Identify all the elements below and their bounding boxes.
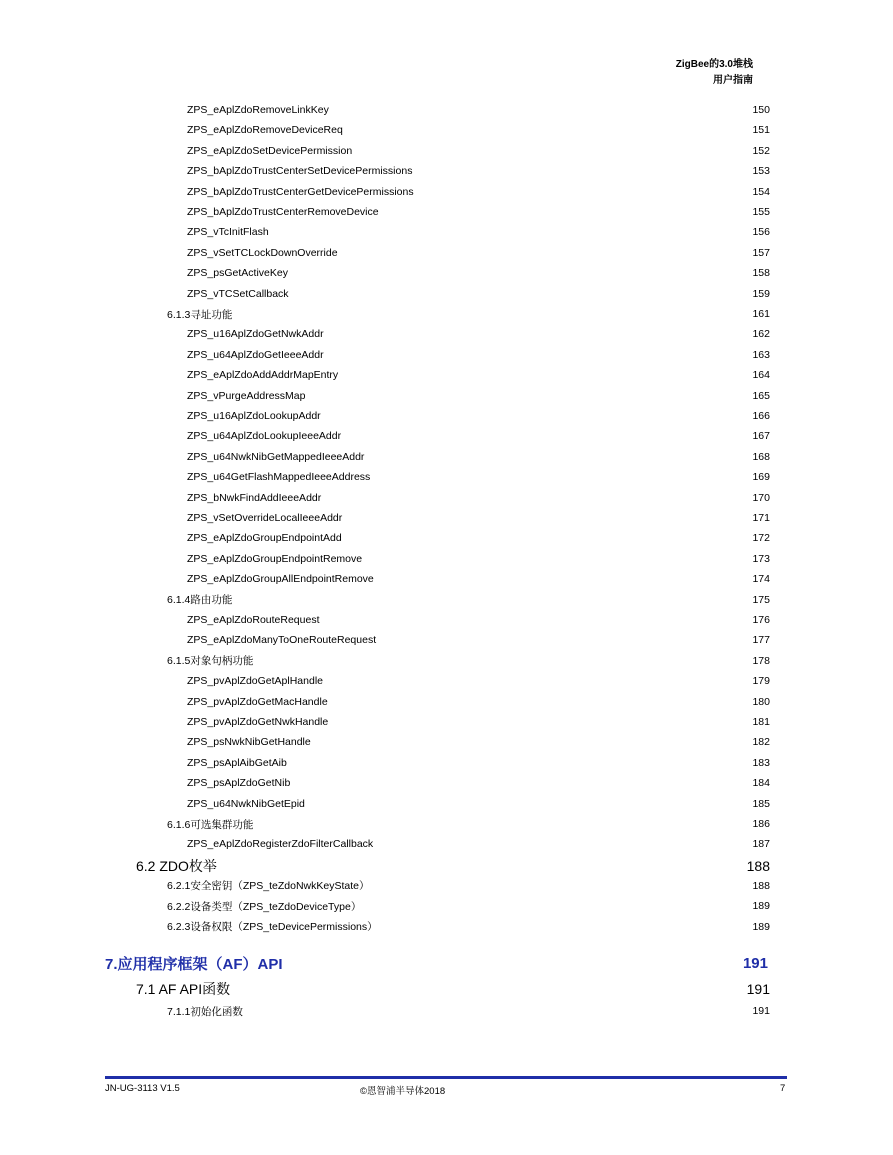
toc-entry-page: 153 [752,165,770,178]
toc-entry[interactable] [105,951,768,975]
toc-entry-page: 186 [752,818,770,830]
toc-entry[interactable] [187,753,770,773]
toc-entry-title: ZPS_vTCSetCallback [187,287,289,300]
toc-entry-title: ZPS_vSetTCLockDownOverride [187,246,338,259]
toc-entry-page: 178 [752,654,770,667]
toc-entry[interactable] [167,896,770,916]
toc-entry-title: 6.1.6可选集群功能 [167,818,254,831]
toc-entry[interactable] [167,590,770,610]
toc-entry[interactable] [187,794,770,814]
toc-entry-page: 159 [752,287,770,300]
toc-entry[interactable] [187,284,770,304]
toc-entry-page: 187 [752,838,770,851]
toc-entry-page: 182 [752,736,770,749]
toc-entry-page: 174 [752,573,770,586]
toc-entry-page: 156 [752,226,770,239]
toc-entry-page: 189 [752,900,770,913]
toc-entry[interactable] [187,712,770,732]
toc-entry-title: ZPS_vPurgeAddressMap [187,389,306,402]
toc-entry-title: ZPS_vSetOverrideLocalIeeeAddr [187,512,343,524]
toc-entry-title: ZPS_u64AplZdoLookupIeeeAddr [187,430,342,443]
toc-entry-page: 157 [752,246,770,259]
toc-entry-title: ZPS_u16AplZdoLookupAddr [187,410,321,422]
toc-entry-page: 184 [752,777,770,790]
footer-doc-id: JN-UG-3113 V1.5 [105,1083,180,1094]
toc-entry[interactable] [187,386,770,406]
toc-entry-title: 6.2.3设备权限（ZPS_teDevicePermissions） [167,921,378,934]
toc-entry-title: ZPS_pvAplZdoGetNwkHandle [187,716,329,728]
toc-entry[interactable] [187,447,770,467]
toc-entry-title: ZPS_eAplZdoGroupEndpointAdd [187,532,342,545]
toc-entry-title: ZPS_psNwkNibGetHandle [187,736,311,749]
toc-entry[interactable] [187,426,770,446]
toc-entry[interactable] [187,528,770,548]
toc-entry[interactable] [187,141,770,161]
toc-entry-page: 188 [746,857,770,874]
toc-entry[interactable] [136,855,770,877]
toc-entry-page: 191 [746,981,770,997]
toc-entry-page: 173 [752,552,770,565]
toc-entry[interactable] [187,610,770,630]
toc-entry-page: 167 [752,430,770,443]
toc-entry[interactable] [187,834,770,854]
toc-entry[interactable] [187,345,770,365]
toc-entry-title: 6.1.3寻址功能 [167,308,233,321]
toc-entry[interactable] [187,324,770,344]
toc-entry-title: 6.2.2设备类型（ZPS_teZdoDeviceType） [167,900,362,913]
toc-entry-title: 6.2.1安全密钥（ZPS_teZdoNwkKeyState） [167,880,370,893]
toc-entry[interactable] [167,304,770,324]
toc-entry-page: 176 [752,614,770,626]
toc-entry[interactable] [187,263,770,283]
toc-entry[interactable] [167,917,770,937]
toc-entry-title: ZPS_eAplZdoSetDevicePermission [187,144,353,157]
toc-entry-title: ZPS_eAplZdoManyToOneRouteRequest [187,634,377,647]
toc-entry[interactable] [187,202,770,222]
toc-entry-title: ZPS_bAplZdoTrustCenterSetDevicePermissions [187,165,413,178]
toc-entry[interactable] [167,814,770,834]
toc-entry-page: 163 [752,348,770,361]
toc-entry-page: 188 [752,879,770,892]
toc-entry-page: 191 [752,1005,770,1017]
toc-entry-page: 168 [752,450,770,463]
toc-entry[interactable] [136,978,770,1000]
toc-entry[interactable] [187,692,770,712]
toc-entry-page: 183 [752,756,770,769]
toc-entry[interactable] [187,569,770,589]
page-header [676,57,753,89]
footer-page-number: 7 [780,1083,786,1094]
toc-entry-title: ZPS_eAplZdoGroupEndpointRemove [187,552,363,565]
toc-entry[interactable] [187,488,770,508]
toc-entry[interactable] [187,365,770,385]
toc-entry-title: ZPS_eAplZdoRemoveDeviceReq [187,124,343,137]
toc-entry-title: 6.1.4路由功能 [167,594,233,607]
toc-entry-title: ZPS_pvAplZdoGetAplHandle [187,675,323,688]
toc-entry-title: ZPS_eAplZdoRouteRequest [187,614,320,626]
toc-entry-title: ZPS_u16AplZdoGetNwkAddr [187,328,324,341]
toc-entry-page: 152 [752,144,770,157]
toc-entry[interactable] [187,100,770,120]
toc-entry-title: ZPS_eAplZdoRemoveLinkKey [187,104,329,116]
toc-entry[interactable] [187,671,770,691]
toc-entry-page: 155 [752,206,770,218]
footer-copyright: ©恩智浦半导体2018 [360,1086,446,1097]
footer-divider [105,1076,787,1079]
toc-entry-page: 172 [752,532,770,545]
toc-entry-page: 189 [752,920,770,933]
toc-entry-page: 161 [752,308,770,320]
toc-entry-page: 169 [752,471,770,484]
header-title: ZigBee的3.0堆栈 [675,59,753,70]
toc-entry-page: 175 [752,593,770,606]
toc-entry-title: ZPS_bNwkFindAddIeeeAddr [187,491,322,504]
toc-entry-page: 158 [752,267,770,280]
toc-entry-title: ZPS_eAplZdoAddAddrMapEntry [187,369,339,382]
toc-entry[interactable] [187,630,770,650]
toc-entry-page: 166 [752,410,770,422]
toc-entry-title: ZPS_psGetActiveKey [187,267,288,280]
toc-entry-title: ZPS_psAplZdoGetNib [187,777,291,790]
toc-entry-title: 6.1.5对象句柄功能 [167,655,254,668]
toc-entry[interactable] [187,508,770,528]
toc-entry-page: 170 [752,491,770,504]
toc-entry-page: 181 [752,716,770,728]
toc-entry[interactable] [187,732,770,752]
toc-entry[interactable] [187,549,770,569]
toc-entry-title: 7.应用程序框架（AF）API [105,955,283,973]
toc-entry[interactable] [167,876,770,896]
toc-entry-page: 165 [752,389,770,402]
header-subtitle: 用户指南 [713,75,753,86]
toc-entry[interactable] [167,1001,770,1021]
toc-entry[interactable] [187,182,770,202]
toc-entry-page: 180 [752,695,770,708]
toc-entry[interactable] [187,406,770,426]
toc-entry-title: ZPS_bAplZdoTrustCenterGetDevicePermissions [187,185,414,198]
toc-entry-page: 154 [752,185,770,198]
toc-entry-page: 185 [752,797,770,810]
toc-entry[interactable] [187,222,770,242]
toc-entry-title: 6.2 ZDO枚举 [136,857,217,874]
toc-entry-page: 171 [752,512,770,524]
toc-entry-page: 151 [752,124,770,137]
toc-entry-title: ZPS_bAplZdoTrustCenterRemoveDevice [187,206,379,218]
toc-entry[interactable] [187,773,770,793]
toc-entry[interactable] [187,467,770,487]
toc-entry-title: 7.1.1初始化函数 [167,1005,243,1018]
toc-entry-title: ZPS_u64NwkNibGetEpid [187,797,305,810]
toc-entry-page: 179 [752,675,770,688]
toc-entry[interactable] [187,243,770,263]
toc-entry-page: 191 [742,954,768,972]
toc-entry[interactable] [187,161,770,181]
toc-entry-title: ZPS_eAplZdoRegisterZdoFilterCallback [187,838,374,851]
toc-entry-page: 164 [752,369,770,382]
toc-entry-title: ZPS_eAplZdoGroupAllEndpointRemove [187,573,374,586]
toc-entry[interactable] [187,120,770,140]
toc-entry-page: 150 [752,104,770,116]
toc-entry-title: ZPS_u64GetFlashMappedIeeeAddress [187,471,371,484]
toc-entry-title: ZPS_vTcInitFlash [187,226,269,239]
toc-entry-title: ZPS_u64AplZdoGetIeeeAddr [187,348,324,361]
toc-entry-title: 7.1 AF API函数 [136,981,231,997]
toc-entry-title: ZPS_psAplAibGetAib [187,756,287,769]
toc-entry-title: ZPS_pvAplZdoGetMacHandle [187,695,328,708]
toc-entry[interactable] [167,651,770,671]
toc-entry-page: 162 [752,328,770,341]
toc-entry-page: 177 [752,634,770,647]
toc-entry-title: ZPS_u64NwkNibGetMappedIeeeAddr [187,450,365,463]
